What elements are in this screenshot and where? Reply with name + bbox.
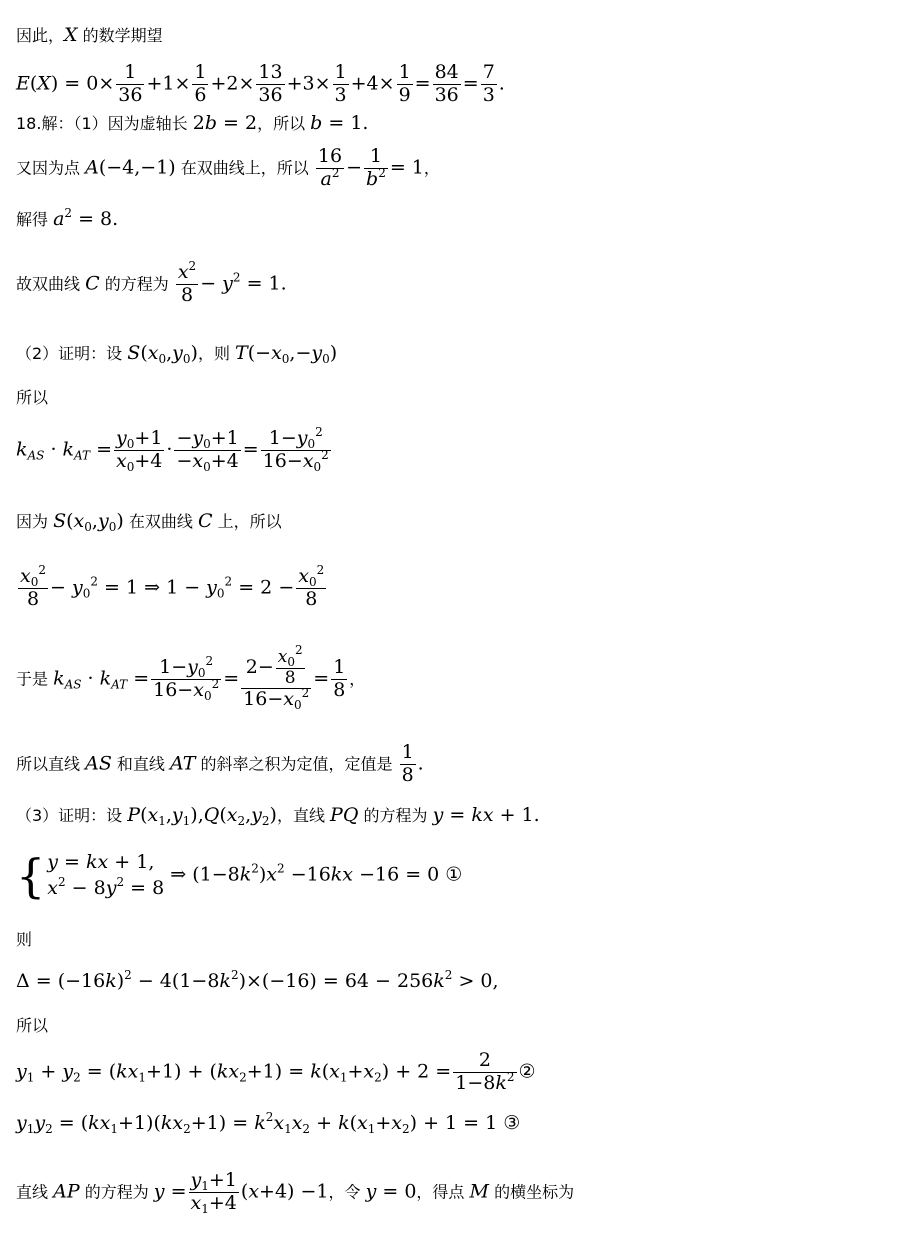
line-12: 于是 $k_{AS} \cdot k_{AT}$ = $\frac{1-y_0^2}{16-x_0^2}$ = 2− $\frac{x_0^2}{8}$ $16-x_0^2$ = $\frac{1}{8}$ ，: [16, 643, 366, 713]
line-5: 解得 $a^2 = 8$.: [16, 206, 119, 230]
line-8: [16, 388, 48, 407]
line-18: [16, 1016, 48, 1035]
line-1: 因此，X 的数学期望: [16, 24, 163, 46]
line-16: [16, 930, 32, 949]
line-4: 又因为点 A(−4,−1) 在双曲线上，所以 $\frac{16}{a^2}$ − $\frac{1}{b^2}$ = 1，: [16, 145, 440, 190]
line-14: （3）证明：设 $P(x_1,y_1),Q(x_2,y_2)$，直线 PQ 的方程为 y = kx + 1.: [16, 804, 540, 828]
line-16-text: 则: [16, 930, 33, 949]
line-10: 因为 $S(x_0,y_0)$ 在双曲线 C 上，所以: [16, 510, 282, 534]
line-8-text: 所以: [16, 388, 49, 407]
line-13: 所以直线 AS 和直线 AT 的斜率之积为定值，定值是 $\frac{1}{8}$ .: [16, 741, 424, 786]
line-19: $y_1 + y_2 = (kx_1+1) + (kx_2+1) = k(x_1+x_2) + 2$ = $\frac{2}{1-8k^2}$ ②: [16, 1049, 536, 1094]
line-9: $k_{AS} \cdot k_{AT}$ = $\frac{y_0+1}{x_0+4}$ · $\frac{-y_0+1}{-x_0+4}$ = $\frac{1-y_0^2}{16-x_0^2}$: [16, 425, 329, 474]
line-17: $\Delta = (-16k)^2 - 4(1-8k^2)\times(-16) = 64 - 256k^2 > 0$,: [16, 968, 499, 992]
line-15: { y = kx + 1, $x^2 - 8y^2 = 8$ ⇒ $(1-8k^2)x^2 -16kx -16 = 0$ ①: [16, 848, 463, 903]
line-3: 18.解：（1）因为虚轴长 2b = 2，所以 b = 1.: [16, 112, 369, 134]
line-21: 直线 AP 的方程为 y = $\frac{y_1+1}{x_1+4}$ (x+4) −1，令 y = 0，得点 M 的横坐标为: [16, 1169, 575, 1216]
line-2: E(X) = 0× $\frac{1}{36}$ +1× $\frac{1}{6}$ +2× $\frac{13}{36}$ +3× $\frac{1}{3}$ +4× $\frac{1}{9}$ = $\frac{84}{36}$ = $\frac{7}{3}$ .: [16, 61, 505, 106]
line-20: $y_1y_2 = (kx_1+1)(kx_2+1) = k^2x_1x_2 + k(x_1+x_2) + 1 = 1$ ③: [16, 1110, 521, 1136]
line-11: $\frac{x_0^2}{8}$ − $y_0^2 = 1$ ⇒ $1 - y_0^2 = 2$ − $\frac{x_0^2}{8}$: [20, 563, 325, 610]
line-7: （2）证明：设 $S(x_0,y_0)$，则 $T(-x_0,-y_0)$: [16, 342, 338, 366]
line-18-text: 所以: [16, 1016, 49, 1035]
line-6: 故双曲线 C 的方程为 $\frac{x^2}{8}$ − $y^2 = 1$.: [16, 259, 287, 306]
